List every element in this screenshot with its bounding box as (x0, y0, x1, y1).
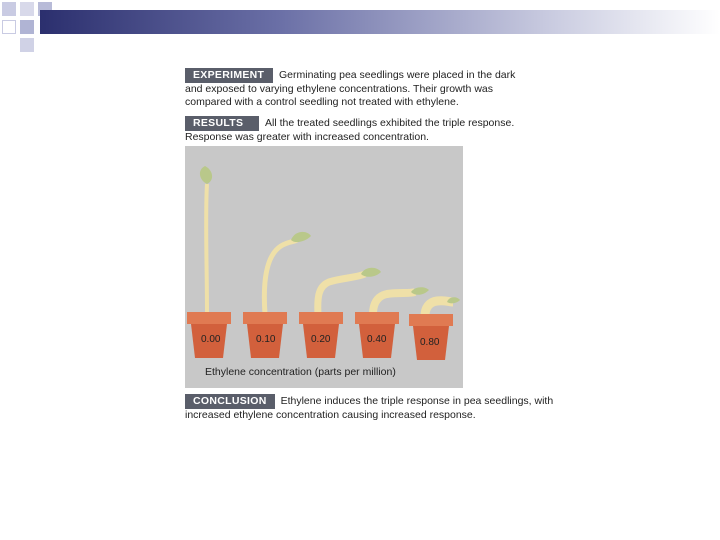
conclusion-section (185, 394, 555, 422)
pot-label-3: 0.40 (367, 334, 387, 345)
pot-3 (355, 312, 399, 358)
experiment-text: Germinating pea seedlings were placed in the dark and exposed to varying ethylene concentrations. Their growth was compared with a control seedling not treated with ethylene. (185, 69, 516, 108)
conclusion-text: Ethylene induces the triple response in pea seedlings, with increased ethylene concentration causing increased response. (185, 395, 554, 421)
seedling-leaf-1 (291, 232, 311, 242)
pot-label-4: 0.80 (420, 337, 440, 348)
conclusion-label: CONCLUSION (185, 394, 275, 409)
seedling-stem-2 (318, 274, 365, 314)
results-text: All the treated seedlings exhibited the triple response. Response was greater with increased concentration. (185, 117, 515, 143)
header-gradient-bar (40, 10, 720, 34)
pot-0 (187, 312, 231, 358)
experiment-label: EXPERIMENT (185, 68, 273, 83)
pot-label-1: 0.10 (256, 334, 276, 345)
seedling-stem-1 (264, 240, 297, 314)
seedling-figure (185, 146, 463, 388)
seedling-leaf-2 (361, 268, 381, 277)
pot-label-2: 0.20 (311, 334, 331, 345)
pot-4 (409, 314, 453, 360)
seedling-illustration (185, 146, 463, 388)
pot-1 (243, 312, 287, 358)
results-label: RESULTS (185, 116, 259, 131)
figure-caption: Ethylene concentration (parts per million) (205, 366, 396, 378)
seedling-leaf-0 (200, 166, 212, 184)
seedling-stem-4 (425, 301, 453, 316)
pot-2 (299, 312, 343, 358)
experiment-section (185, 68, 525, 109)
seedling-stem-3 (373, 292, 415, 314)
results-section (185, 116, 515, 144)
seedling-stem-0 (206, 184, 207, 314)
pot-label-0: 0.00 (201, 334, 221, 345)
